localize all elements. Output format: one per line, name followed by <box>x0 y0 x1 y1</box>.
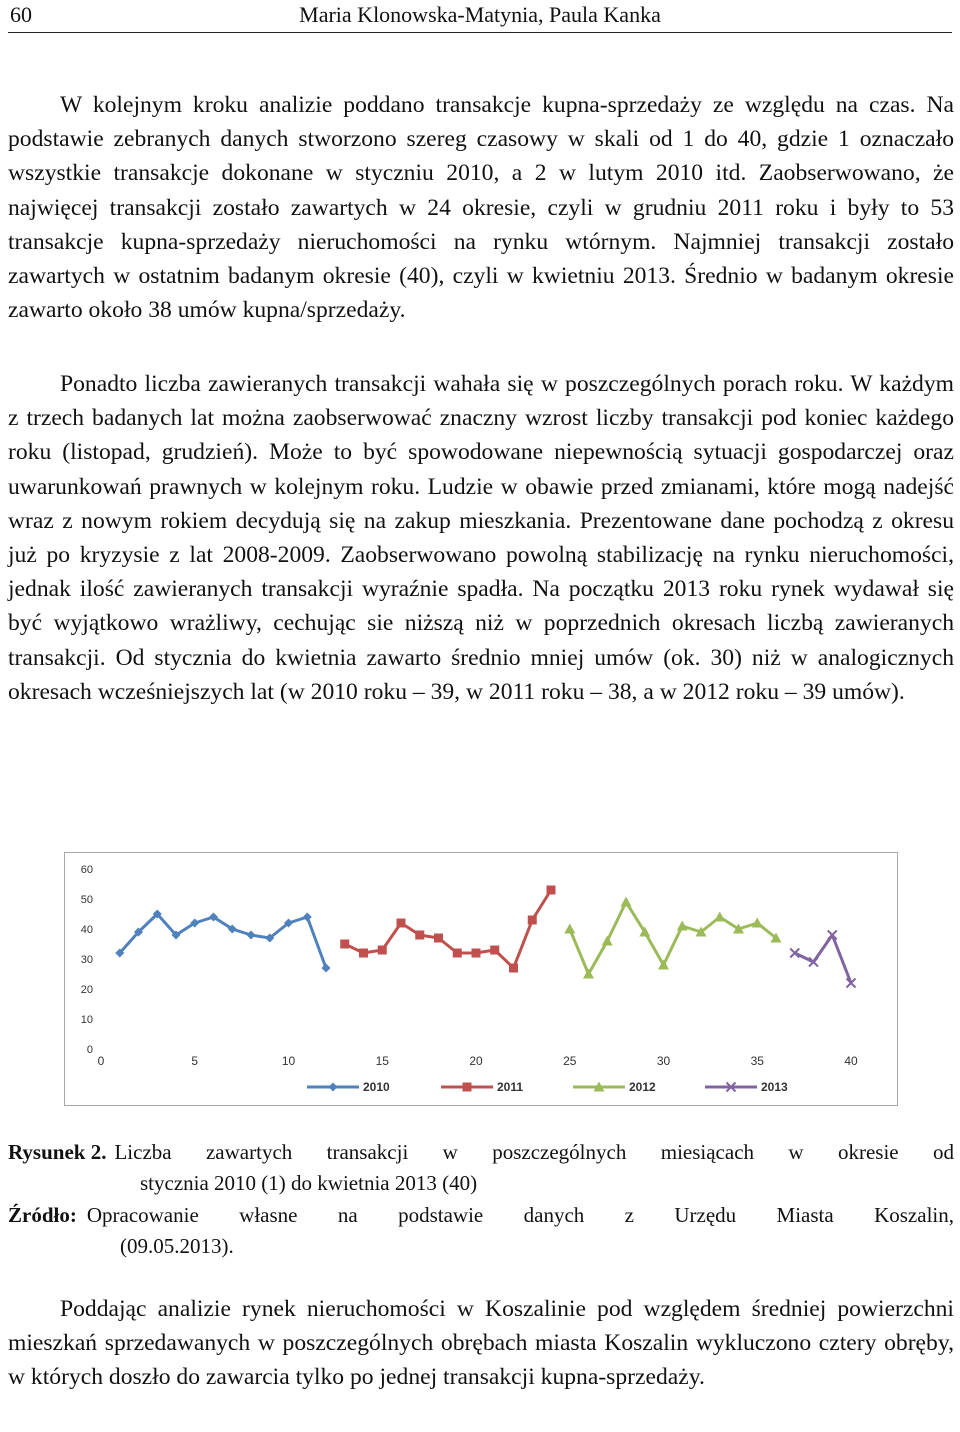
x-tick-label: 30 <box>656 1054 671 1068</box>
data-point-square <box>378 946 387 955</box>
y-tick-label: 30 <box>80 954 93 966</box>
body-paragraph-1: W kolejnym kroku analizie poddano transakcje kupna-sprzedaży ze względu na czas. Na podstawie zebranych danych stworzono szereg czasowy w skali od 1 do 40, gdzie 1 oznaczało wszystkie transakcje dokonane w styczniu 2010, a 2 w lutym 2010 itd. Zaobserwowano, że najwięcej transakcji zostało zawartych w 24 okresie, czyli w grudniu 2011 roku i były to 53 transakcje kupna-sprzedaży nieruchomości na rynku wtórnym. Najmniej transakcji zostało zawartych w ostatnim badanym okresie (40), czyli w kwietniu 2013. Średnio w badanym okresie zawarto około 38 umów kupna/sprzedaży. <box>8 92 954 324</box>
data-point-diamond <box>303 913 312 922</box>
page-number: 60 <box>10 2 32 27</box>
y-tick-label: 50 <box>80 894 93 906</box>
body-paragraph-3: Poddając analizie rynek nieruchomości w Koszalinie pod względem średniej powierzchni mieszkań sprzedawanych w poszczególnych obrębach miasta Koszalin wykluczono cztery obręby, w których doszło do zawarcia tylko po jednej transakcji kupna-sprzedaży. <box>8 1296 954 1391</box>
series-line-2013 <box>795 935 851 983</box>
y-tick-label: 0 <box>86 1044 93 1056</box>
x-tick-label: 25 <box>563 1054 577 1068</box>
body-paragraph-2: Ponadto liczba zawieranych transakcji wahała się w poszczególnych porach roku. W każdym z trzech badanych lat można zaobserwować znaczny wzrost liczby transakcji pod koniec każdego roku (listopad, grudzień). Może to być spowodowane niepewnością sytuacji gospodarczej oraz uwarunkowań prawnych w kolejnym roku. Ludzie w obawie przed zmianami, które mogą nadejść wraz z nowym rokiem decydują się na zakup mieszkania. Prezentowane dane pochodzą z okresu już po kryzysie z lat 2008-2009. Zaobserwowano powolną stabilizację na rynku nieruchomości, jednak ilość zawieranych transakcji wyraźnie spadła. Na początku 2013 roku rynek wydawał się być wyjątkowo wrażliwy, cechując sie niższą niż w poprzednich okresach liczbą zawieranych transakcji. Od stycznia do kwietnia zawarto średnio mniej umów (ok. 30) niż w analogicznych okresach wcześniejszych lat (w 2010 roku – 39, w 2011 roku – 38, a w 2012 roku – 39 umów). <box>8 371 954 705</box>
series-line-2010 <box>120 914 326 968</box>
caption-line-1: Liczba zawartych transakcji w poszczególnych miesiącach w okresie od <box>114 1140 954 1164</box>
legend-label: 2010 <box>363 1080 390 1094</box>
y-tick-label: 10 <box>80 1014 93 1026</box>
running-head: Maria Klonowska-Matynia, Paula Kanka <box>299 2 661 27</box>
source-line-1: Opracowanie własne na podstawie danych z Urzędu Miasta Koszalin, <box>86 1203 954 1227</box>
data-point-square <box>472 949 481 958</box>
source-label: Źródło: <box>8 1203 77 1227</box>
x-tick-label: 35 <box>750 1054 764 1068</box>
x-tick-label: 0 <box>97 1054 105 1068</box>
line-chart <box>65 853 897 1105</box>
x-tick-label: 10 <box>281 1054 296 1068</box>
data-point-square <box>340 940 349 949</box>
data-point-square <box>397 919 406 928</box>
data-point-square <box>509 964 518 973</box>
series-line-2012 <box>570 902 776 974</box>
legend-label: 2013 <box>761 1080 788 1094</box>
y-tick-label: 20 <box>80 984 93 996</box>
x-tick-label: 15 <box>375 1054 389 1068</box>
legend-label: 2011 <box>497 1080 524 1094</box>
series-line-2011 <box>345 890 551 968</box>
data-point-diamond <box>247 931 256 940</box>
data-point-triangle <box>752 918 763 928</box>
data-point-square <box>490 946 499 955</box>
data-point-square <box>434 934 443 943</box>
data-point-square <box>547 886 556 895</box>
data-point-triangle <box>714 912 725 922</box>
figure-label: Rysunek 2. <box>8 1140 107 1164</box>
page-header <box>8 0 952 33</box>
y-tick-label: 40 <box>80 924 93 936</box>
data-point-triangle <box>564 924 575 934</box>
figure-source <box>8 1200 954 1262</box>
x-tick-label: 40 <box>844 1054 858 1068</box>
x-tick-label: 5 <box>191 1054 199 1068</box>
data-point-square <box>463 1083 472 1092</box>
y-tick-label: 60 <box>80 864 93 876</box>
data-point-square <box>359 949 368 958</box>
data-point-diamond <box>322 964 331 973</box>
x-tick-label: 20 <box>469 1054 483 1068</box>
source-line-2: (09.05.2013). <box>120 1234 234 1258</box>
data-point-square <box>453 949 462 958</box>
data-point-square <box>528 916 537 925</box>
data-point-square <box>415 931 424 940</box>
data-point-triangle <box>602 936 613 946</box>
data-point-triangle <box>677 921 688 931</box>
data-point-diamond <box>329 1083 338 1092</box>
legend-label: 2012 <box>629 1080 656 1094</box>
figure-caption <box>8 1137 954 1199</box>
data-point-triangle <box>621 897 632 907</box>
caption-line-2: stycznia 2010 (1) do kwietnia 2013 (40) <box>140 1171 478 1195</box>
chart-frame <box>64 852 898 1106</box>
